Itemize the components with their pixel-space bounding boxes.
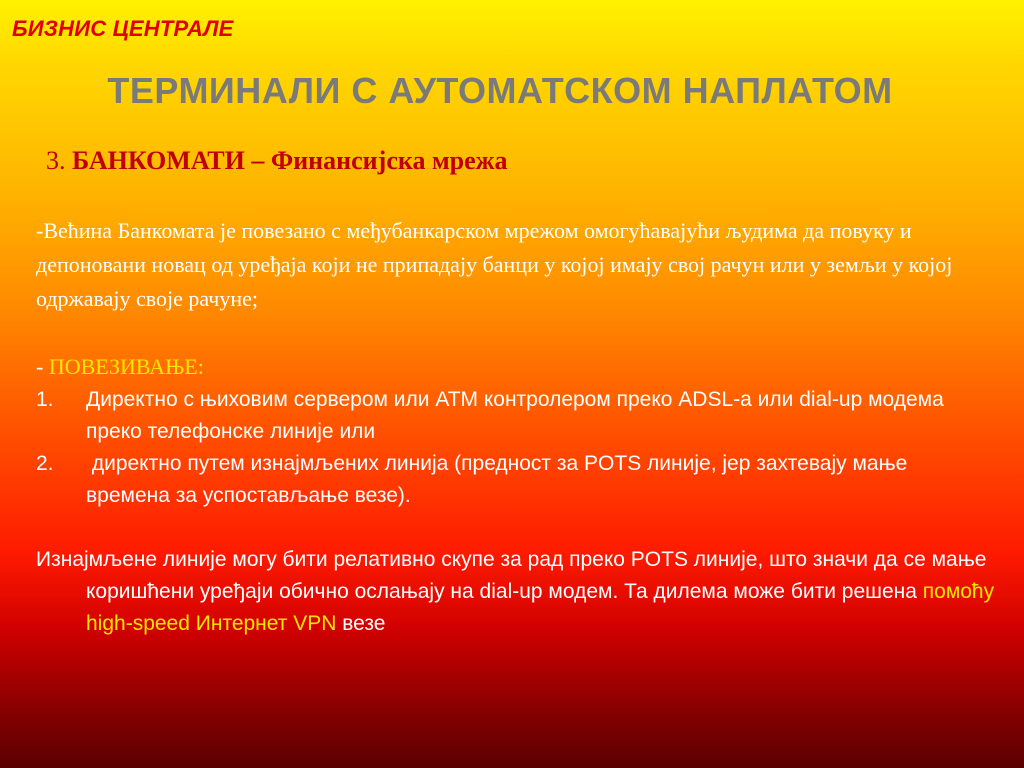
section-heading: БАНКОМАТИ – Финансијска мрежа <box>72 146 508 175</box>
list-marker: 2. <box>36 452 54 475</box>
list-item-text: Директно с њиховим сервером или АТМ контролером преко ADSL-a или dial-up модема преко телефонске линије или <box>86 388 944 443</box>
connection-dash: - <box>36 354 49 379</box>
connection-list <box>36 384 996 512</box>
section-number: 3. <box>46 146 72 175</box>
connection-label: ПОВЕЗИВАЊЕ: <box>48 354 204 379</box>
closing-text: Изнајмљене линије могу бити релативно скупе за рад преко POTS линије, што значи да се мање коришћени уређаји обично ослањају на dial-up модем. Та дилема може бити решена <box>36 548 987 603</box>
slide-title: ТЕРМИНАЛИ С АУТОМАТСКОМ НАПЛАТОМ <box>107 70 893 111</box>
closing-highlight: помоћу high-speed Интернет VPN <box>86 580 995 635</box>
list-item-text: директно путем изнајмљених линија (предност за POTS линије, јер захтевају мање времена за успостављање везе). <box>86 452 914 507</box>
intro-paragraph: -Већина Банкомата је повезано с међубанкарском мрежом омогућавајући људима да повуку и депоновани новац од уређаја који не припадају банци у којој имају свој рачун или у земљи у којој одржавају своје рачуне; <box>36 218 953 311</box>
section-subtitle <box>46 146 508 176</box>
closing-paragraph <box>36 544 996 640</box>
list-marker: 1. <box>36 388 54 411</box>
list-item <box>36 384 996 448</box>
list-item <box>36 448 996 512</box>
closing-tail: везе <box>336 612 386 635</box>
slide-kicker: БИЗНИС ЦЕНТРАЛЕ <box>12 16 234 41</box>
connection-heading <box>36 350 996 384</box>
slide-body <box>36 214 996 640</box>
